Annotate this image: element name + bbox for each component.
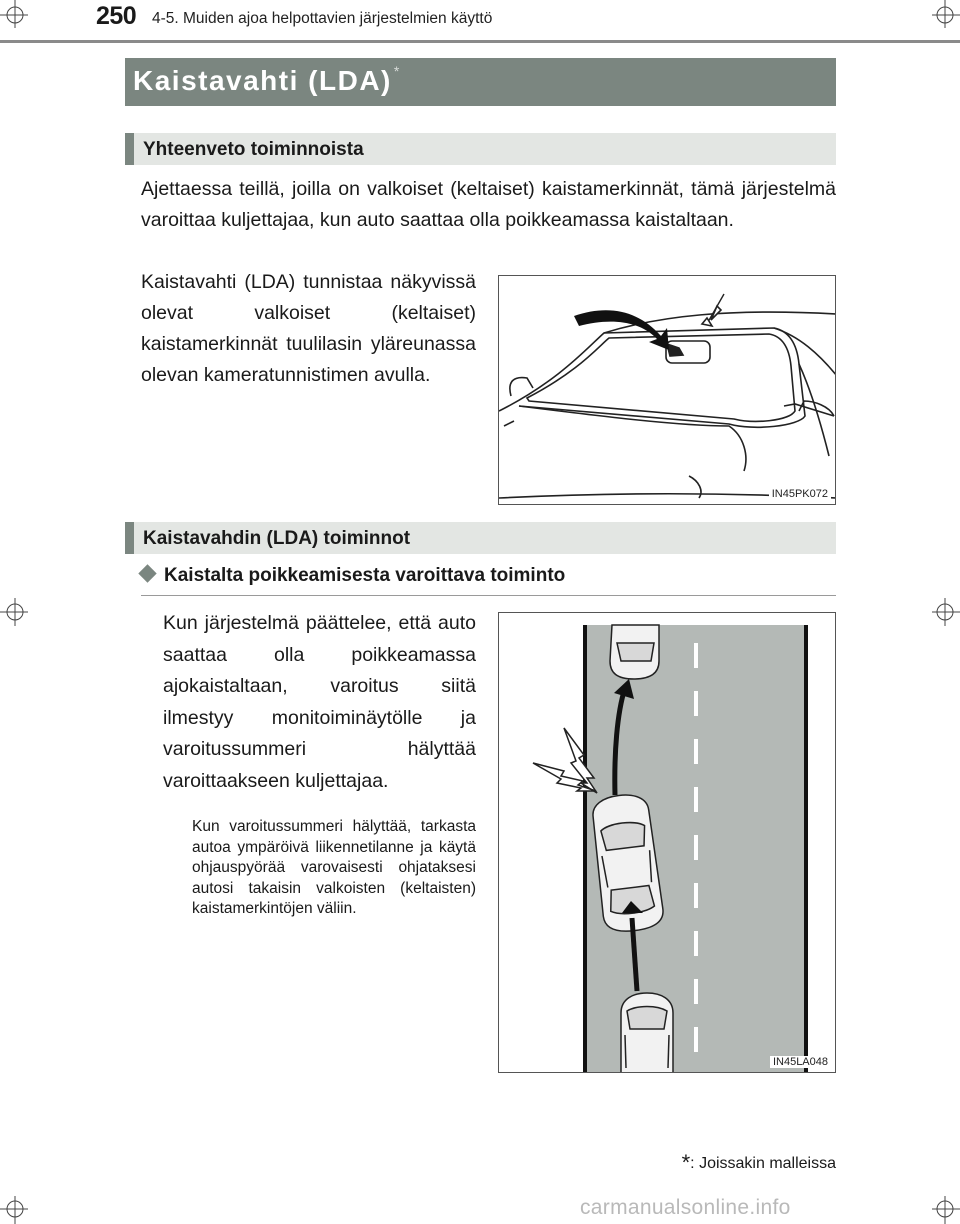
figure-code-lane: IN45LA048 (770, 1056, 831, 1068)
subheading-text: Kaistalta poikkeamisesta varoittava toiminto (164, 565, 566, 586)
watermark: carmanualsonline.info (580, 1196, 791, 1219)
main-title-text: Kaistavahti (LDA) (133, 65, 392, 96)
section-title-functions: Kaistavahdin (LDA) toiminnot (143, 528, 411, 549)
header-section-title: 4-5. Muiden ajoa helpottavien järjestelmien käyttö (152, 10, 493, 27)
section-bar-summary (125, 133, 836, 165)
car-bottom (621, 993, 673, 1073)
intro-paragraph: Ajettaessa teillä, joilla on valkoiset (keltaiset) kaistamerkinnät, tämä järjestelmä varoittaa kuljettajaa, kun auto saattaa olla poikkeamassa kaistaltaan. (141, 178, 836, 231)
figure-code-windshield: IN45PK072 (769, 488, 831, 500)
footnote (640, 1150, 836, 1176)
windshield-illustration (499, 276, 836, 505)
diamond-bullet-icon (138, 564, 156, 582)
page-number: 250 (96, 2, 137, 30)
camera-paragraph: Kaistavahti (LDA) tunnistaa näkyvissä olevat valkoiset (keltaiset) kaistamerkinnät tuulilasin yläreunassa olevan kameratunnistimen avulla. (141, 271, 476, 386)
section-title-summary: Yhteenveto toiminnoista (143, 139, 364, 160)
footnote-text: : Joissakin malleissa (690, 1155, 836, 1172)
section-bar-functions (125, 522, 836, 554)
warning-paragraph: Kun järjestelmä päättelee, että auto saattaa olla poikkeamassa ajokaistaltaan, varoitus siitä ilmestyy monitoiminäytölle ja varoitussummeri hälyttää varoittaakseen kuljettajaa. (163, 612, 476, 792)
figure-lane-departure (498, 612, 836, 1073)
lane-departure-illustration (499, 613, 836, 1073)
steering-note: Kun varoitussummeri hälyttää, tarkasta autoa ympäröivä liikennetilanne ja käytä ohjauspyörää varovaisesti ohjataksesi autosi takaisin valkoisten (keltaisten) kaistamerkintöjen väliin. (192, 818, 476, 917)
header-divider (0, 40, 960, 43)
main-title-bar (125, 58, 836, 106)
subheading-lane-departure (141, 565, 565, 587)
footnote-marker: * (681, 1150, 691, 1175)
figure-windshield-camera (498, 275, 836, 505)
main-title (133, 63, 401, 97)
subheading-divider (141, 595, 836, 596)
main-title-marker: * (393, 63, 401, 79)
car-top (610, 625, 659, 679)
